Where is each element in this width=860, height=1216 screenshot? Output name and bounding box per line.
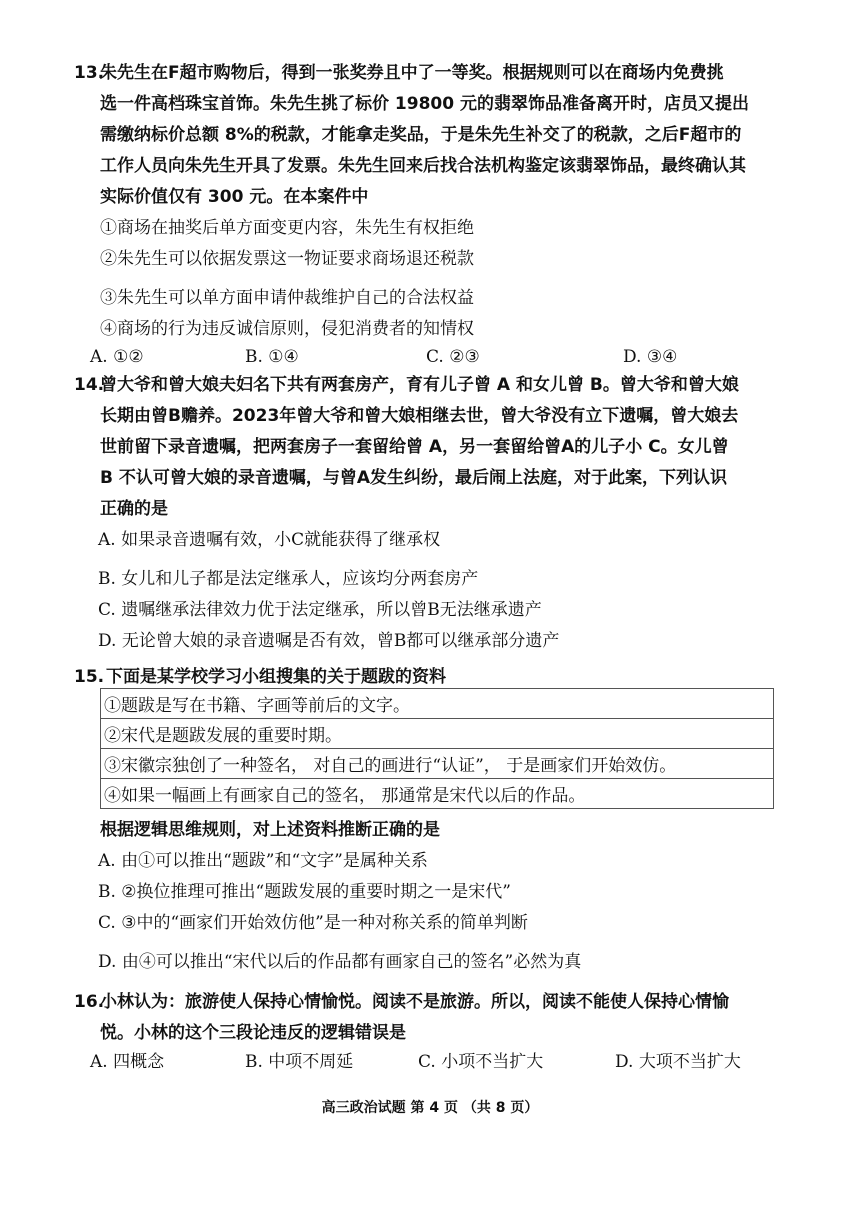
answer-option[interactable]: B. ②换位推理可推出“题跋发展的重要时期之一是宋代” [98,882,511,902]
question-stem-line: 选一件高档珠宝首饰。朱先生挑了标价 19800 元的翡翠饰品准备离开时，店员又提出 [100,94,749,114]
answer-option[interactable]: C. 小项不当扩大 [418,1052,544,1072]
statement-item: ④商场的行为违反诚信原则，侵犯消费者的知情权 [100,319,474,339]
question-stem-line: 下面是某学校学习小组搜集的关于题跋的资料 [106,667,446,687]
question-number: 14. [74,375,105,395]
answer-option[interactable]: A. 由①可以推出“题跋”和“文字”是属种关系 [98,851,428,871]
question-number: 13. [74,63,105,83]
answer-option[interactable]: A. ①② [90,347,144,367]
question-stem-line: 小林认为：旅游使人保持心情愉悦。阅读不是旅游。所以，阅读不能使人保持心情愉 [100,992,729,1012]
answer-option[interactable]: D. 由④可以推出“宋代以后的作品都有画家自己的签名”必然为真 [98,952,582,972]
table-cell: ①题跋是写在书籍、字画等前后的文字。 [101,689,774,719]
table-cell: ③宋徽宗独创了一种签名， 对自己的画进行“认证”， 于是画家们开始效仿。 [101,749,774,779]
question-stem-line: 悦。小林的这个三段论违反的逻辑错误是 [100,1023,406,1043]
answer-option[interactable]: C. 遗嘱继承法律效力优于法定继承，所以曾B无法继承遗产 [98,600,542,620]
table-row [101,689,774,719]
answer-option[interactable]: A. 如果录音遗嘱有效，小C就能获得了继承权 [98,530,441,550]
table-row [101,749,774,779]
question-stem-line: 世前留下录音遗嘱，把两套房子一套留给曾 A，另一套留给曾A的儿子小 C。女儿曾 [100,437,729,457]
question-stem-line: 实际价值仅有 300 元。在本案件中 [100,187,369,207]
answer-option[interactable]: D. 大项不当扩大 [615,1052,741,1072]
question-stem-line: 需缴纳标价总额 8%的税款，才能拿走奖品，于是朱先生补交了的税款，之后F超市的 [100,125,742,145]
answer-option[interactable]: A. 四概念 [90,1052,165,1072]
table-cell: ②宋代是题跋发展的重要时期。 [101,719,774,749]
answer-option[interactable]: B. 女儿和儿子都是法定继承人，应该均分两套房产 [98,569,479,589]
statement-item: ②朱先生可以依据发票这一物证要求商场退还税款 [100,249,474,269]
statement-item: ③朱先生可以单方面申请仲裁维护自己的合法权益 [100,288,474,308]
question-stem-line: 工作人员向朱先生开具了发票。朱先生回来后找合法机构鉴定该翡翠饰品，最终确认其 [100,156,746,176]
question-stem-line: 曾大爷和曾大娘夫妇名下共有两套房产，育有儿子曾 A 和女儿曾 B。曾大爷和曾大娘 [100,375,739,395]
answer-option[interactable]: B. ①④ [245,347,299,367]
question-stem-line: 长期由曾B赡养。2023年曾大爷和曾大娘相继去世，曾大爷没有立下遗嘱，曾大娘去 [100,406,739,426]
question-prompt: 根据逻辑思维规则，对上述资料推断正确的是 [100,820,440,840]
statement-item: ①商场在抽奖后单方面变更内容，朱先生有权拒绝 [100,218,474,238]
table-row [101,779,774,809]
answer-option[interactable]: C. ③中的“画家们开始效仿他”是一种对称关系的简单判断 [98,913,528,933]
question-stem-line: 正确的是 [100,499,168,519]
question-stem-line: B 不认可曾大娘的录音遗嘱，与曾A发生纠纷，最后闹上法庭，对于此案，下列认识 [100,468,728,488]
table-row [101,719,774,749]
table-cell: ④如果一幅画上有画家自己的签名， 那通常是宋代以后的作品。 [101,779,774,809]
material-table [100,688,774,809]
answer-option[interactable]: D. ③④ [623,347,678,367]
answer-option[interactable]: B. 中项不周延 [245,1052,354,1072]
answer-option[interactable]: C. ②③ [426,347,480,367]
answer-option[interactable]: D. 无论曾大娘的录音遗嘱是否有效，曾B都可以继承部分遗产 [98,631,560,651]
page-footer: 高三政治试题 第 4 页 （共 8 页） [321,1100,539,1116]
question-number: 15. [74,667,105,687]
question-number: 16. [74,992,105,1012]
question-stem-line: 朱先生在F超市购物后，得到一张奖券且中了一等奖。根据规则可以在商场内免费挑 [100,63,724,83]
